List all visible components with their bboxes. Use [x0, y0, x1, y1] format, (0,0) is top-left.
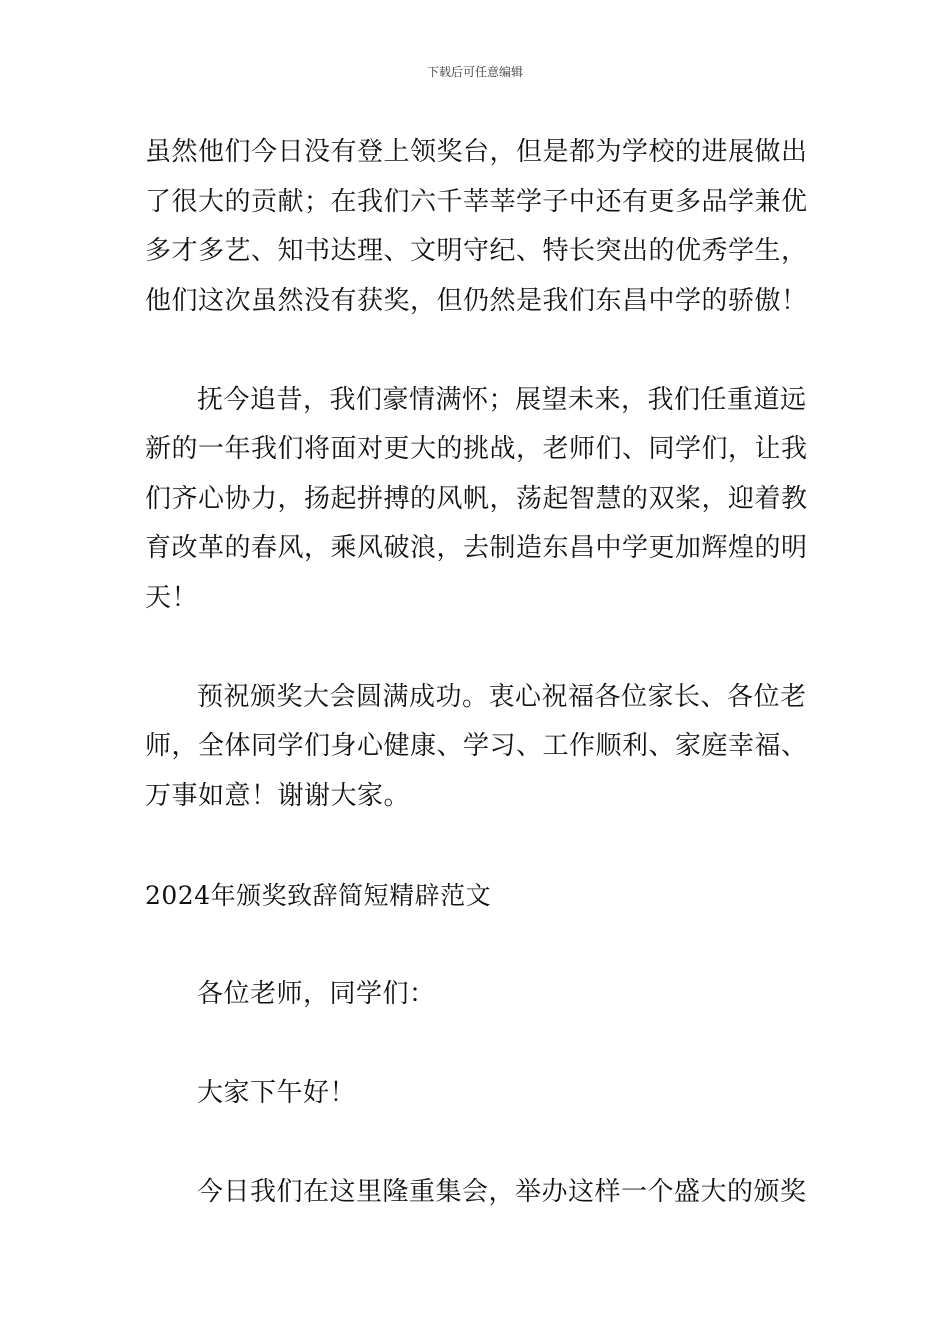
text-line: 万事如意！谢谢大家。: [145, 780, 411, 811]
text-line: 了很大的贡献；在我们六千莘莘学子中还有更多品学兼优: [145, 186, 808, 217]
text-line: 多才多艺、知书达理、文明守纪、特长突出的优秀学生，: [145, 236, 808, 266]
salutation-line: 大家下午好！: [197, 1077, 357, 1108]
text-line: 虽然他们今日没有登上领奖台，但是都为学校的进展做出: [145, 137, 808, 167]
paragraph-3: [145, 673, 810, 822]
document-body: [145, 128, 810, 1217]
paragraph-gap: [145, 920, 810, 970]
paragraph-gap: [145, 1118, 810, 1168]
text-line: 抚今追昔，我们豪情满怀；展望未来，我们任重道远: [197, 384, 807, 415]
text-line: 师，全体同学们身心健康、学习、工作顺利、家庭幸福、: [145, 731, 808, 761]
paragraph-gap: [145, 821, 810, 871]
text-line: 预祝颁奖大会圆满成功。衷心祝福各位家长、各位老: [197, 681, 807, 712]
paragraph-gap: [145, 1019, 810, 1069]
text-line: 天！: [145, 582, 199, 613]
section-title: 2024年颁奖致辞简短精辟范文: [145, 880, 492, 910]
paragraph-gap: [145, 326, 810, 376]
opening-line: 今日我们在这里隆重集会，举办这样一个盛大的颁奖: [197, 1176, 807, 1207]
page-header-note: 下载后可任意编辑: [426, 65, 523, 79]
text-line: 育改革的春风，乘风破浪，去制造东昌中学更加辉煌的明: [145, 533, 808, 563]
text-line: 们齐心协力，扬起拼搏的风帆，荡起智慧的双桨，迎着教: [145, 483, 808, 514]
text-line: 新的一年我们将面对更大的挑战，老师们、同学们，让我: [145, 434, 808, 464]
paragraph-2: [145, 376, 810, 624]
text-line: 他们这次虽然没有获奖，但仍然是我们东昌中学的骄傲！: [145, 285, 808, 316]
paragraph-1: [145, 128, 810, 326]
greeting-line: 各位老师，同学们：: [197, 978, 436, 1009]
paragraph-gap: [145, 623, 810, 673]
